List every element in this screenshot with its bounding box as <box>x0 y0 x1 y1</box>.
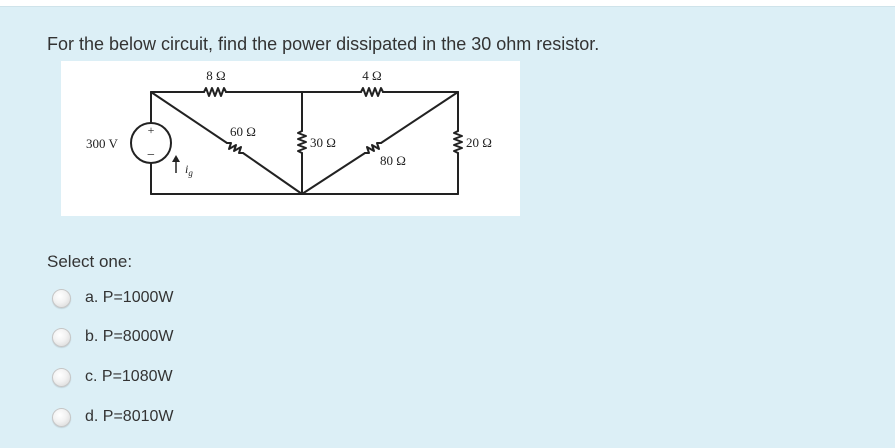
label-30-ohm: 30 Ω <box>310 135 336 150</box>
resistor-4-ohm <box>361 88 383 96</box>
svg-text:ig <box>185 162 193 178</box>
option-d-label[interactable]: d. P=8010W <box>85 408 174 425</box>
option-a-label[interactable]: a. P=1000W <box>85 289 174 306</box>
radio-option-d[interactable] <box>52 408 71 427</box>
resistor-8-ohm <box>204 88 226 96</box>
resistor-80-ohm <box>365 143 381 153</box>
question-card <box>0 6 895 448</box>
label-8-ohm: 8 Ω <box>206 68 226 83</box>
option-a[interactable] <box>52 286 174 310</box>
source-label: 300 V <box>86 136 118 151</box>
resistor-20-ohm <box>454 131 462 153</box>
option-d[interactable] <box>52 405 174 429</box>
radio-option-b[interactable] <box>52 328 71 347</box>
question-text: For the below circuit, find the power dissipated in the 30 ohm resistor. <box>47 34 600 54</box>
select-one-label: Select one: <box>47 252 133 271</box>
resistor-30-ohm <box>298 131 306 153</box>
label-4-ohm: 4 Ω <box>362 68 382 83</box>
option-c[interactable] <box>52 365 173 389</box>
option-b-label[interactable]: b. P=8000W <box>85 328 174 345</box>
resistor-60-ohm <box>227 143 243 153</box>
radio-option-a[interactable] <box>52 289 71 308</box>
label-80-ohm: 80 Ω <box>380 153 406 168</box>
source-minus-sign: − <box>147 148 155 163</box>
radio-option-c[interactable] <box>52 368 71 387</box>
option-b[interactable] <box>52 325 174 349</box>
source-plus-sign: + <box>147 123 155 137</box>
label-60-ohm: 60 Ω <box>230 124 256 139</box>
current-subscript: g <box>188 168 193 178</box>
option-c-label[interactable]: c. P=1080W <box>85 368 173 385</box>
circuit-diagram <box>61 61 520 216</box>
current-label: i <box>185 162 189 176</box>
label-20-ohm: 20 Ω <box>466 135 492 150</box>
